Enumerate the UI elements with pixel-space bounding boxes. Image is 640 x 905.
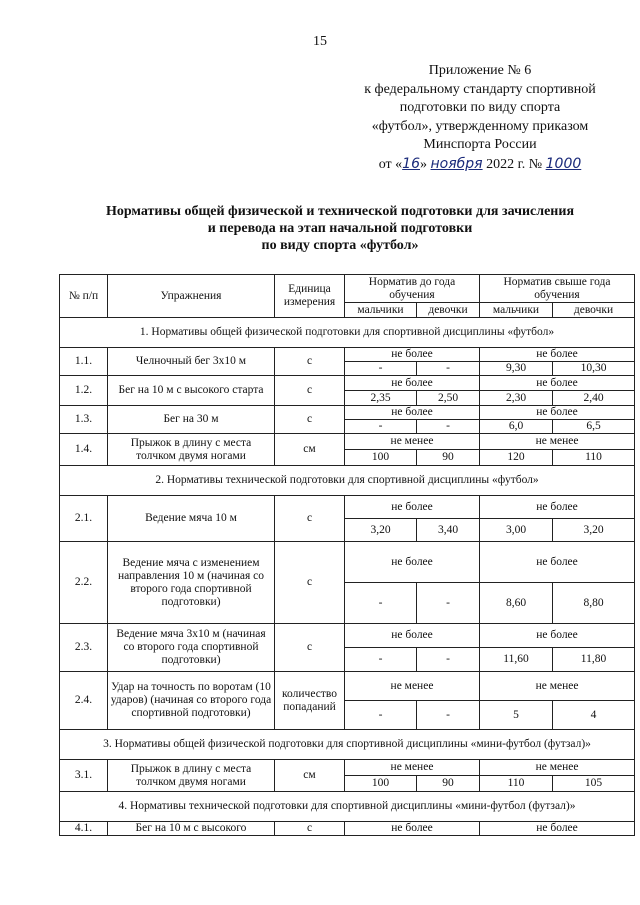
condition-over: не более <box>480 496 635 519</box>
unit: см <box>275 760 345 792</box>
section-row <box>60 466 635 496</box>
table-row <box>60 496 635 519</box>
section-title: 4. Нормативы технической подготовки для спортивной дисциплины «мини-футбол (футзал)» <box>60 792 635 822</box>
exercise-name: Ведение мяча 3х10 м (начиная со второго года спортивной подготовки) <box>108 624 275 672</box>
title-line: и перевода на этап начальной подготовки <box>207 221 473 236</box>
exercise-name: Прыжок в длину с места толчком двумя ногами <box>108 760 275 792</box>
table-row <box>60 348 635 362</box>
condition-over: не менее <box>480 672 635 701</box>
condition-over: не более <box>480 542 635 583</box>
header-girls: девочки <box>553 303 635 318</box>
exercise-name: Бег на 30 м <box>108 406 275 434</box>
condition-over: не менее <box>480 760 635 776</box>
condition-until: не более <box>345 496 480 519</box>
norm-value: - <box>417 583 480 624</box>
row-number: 1.1. <box>60 348 108 376</box>
header-girls: девочки <box>417 303 480 318</box>
norm-value: - <box>345 583 417 624</box>
exercise-name: Удар на точность по воротам (10 ударов) (начиная со второго года спортивной подготовки) <box>108 672 275 730</box>
appendix-date <box>330 155 630 175</box>
norm-value: - <box>345 420 417 434</box>
norm-value: 2,30 <box>480 391 553 406</box>
appendix-block <box>330 62 630 174</box>
condition-over: не более <box>480 348 635 362</box>
title-line: Нормативы общей физической и технической подготовки для зачисления <box>105 204 575 219</box>
header-num: № п/п <box>60 275 108 318</box>
row-number: 2.2. <box>60 542 108 624</box>
table-row <box>60 672 635 701</box>
unit: с <box>275 624 345 672</box>
exercise-name: Челночный бег 3х10 м <box>108 348 275 376</box>
unit: с <box>275 406 345 434</box>
exercise-name: Ведение мяча 10 м <box>108 496 275 542</box>
title-line: по виду спорта «футбол» <box>261 238 419 253</box>
condition-until: не менее <box>345 434 480 450</box>
table-row <box>60 542 635 583</box>
condition-until: не более <box>345 542 480 583</box>
unit: с <box>275 376 345 406</box>
section-title: 1. Нормативы общей физической подготовки для спортивной дисциплины «футбол» <box>60 318 635 348</box>
norm-value: - <box>345 701 417 730</box>
date-prefix: от « <box>378 156 403 172</box>
condition-until: не более <box>345 348 480 362</box>
norm-value: 100 <box>345 776 417 792</box>
norm-value: 110 <box>553 450 635 466</box>
norm-value: 8,60 <box>480 583 553 624</box>
condition-over: не более <box>480 376 635 391</box>
row-number: 2.4. <box>60 672 108 730</box>
row-number: 1.2. <box>60 376 108 406</box>
exercise-name: Ведение мяча с изменением направления 10 м (начиная со второго года спортивной подготовки) <box>108 542 275 624</box>
norm-value: 6,5 <box>553 420 635 434</box>
section-title: 2. Нормативы технической подготовки для спортивной дисциплины «футбол» <box>60 466 635 496</box>
condition-until: не более <box>345 822 480 836</box>
norms-table <box>59 274 635 836</box>
unit: см <box>275 434 345 466</box>
norm-value: 2,50 <box>417 391 480 406</box>
norm-value: 11,60 <box>480 648 553 672</box>
condition-until: не более <box>345 624 480 648</box>
norm-value: - <box>345 362 417 376</box>
section-row <box>60 792 635 822</box>
condition-until: не менее <box>345 672 480 701</box>
norm-value: 2,40 <box>553 391 635 406</box>
appendix-line: к федеральному стандарту спортивной <box>364 81 596 97</box>
appendix-line: «футбол», утвержденному приказом <box>371 118 589 134</box>
norm-value: 110 <box>480 776 553 792</box>
appendix-title: Приложение № 6 <box>428 63 532 78</box>
row-number: 2.1. <box>60 496 108 542</box>
table-row <box>60 760 635 776</box>
appendix-line: Минспорта России <box>423 137 537 152</box>
norm-value: 3,00 <box>480 519 553 542</box>
norm-value: 120 <box>480 450 553 466</box>
header-exercise: Упражнения <box>108 275 275 318</box>
norm-value: 3,20 <box>553 519 635 542</box>
condition-over: не более <box>480 406 635 420</box>
norm-value: 6,0 <box>480 420 553 434</box>
unit: с <box>275 542 345 624</box>
header-norm-until: Норматив до года обучения <box>345 275 480 303</box>
norm-value: - <box>345 648 417 672</box>
date-month-handwritten: ноября <box>430 155 483 172</box>
condition-until: не более <box>345 406 480 420</box>
row-number: 4.1. <box>60 822 108 836</box>
header-boys: мальчики <box>345 303 417 318</box>
date-mid: » <box>420 156 427 172</box>
norm-value: 9,30 <box>480 362 553 376</box>
document-title <box>60 203 620 254</box>
date-day-handwritten: 16 <box>402 155 420 172</box>
norm-value: 100 <box>345 450 417 466</box>
norm-value: 90 <box>417 776 480 792</box>
condition-until: не более <box>345 376 480 391</box>
date-year: 2022 г. № <box>486 156 543 172</box>
norm-value: 5 <box>480 701 553 730</box>
row-number: 2.3. <box>60 624 108 672</box>
unit: количество попаданий <box>275 672 345 730</box>
norm-value: 105 <box>553 776 635 792</box>
table-row <box>60 406 635 420</box>
norm-value: 10,30 <box>553 362 635 376</box>
norms-table-body <box>60 275 635 836</box>
header-boys: мальчики <box>480 303 553 318</box>
norm-value: - <box>417 420 480 434</box>
table-row <box>60 624 635 648</box>
condition-over: не менее <box>480 434 635 450</box>
row-number: 3.1. <box>60 760 108 792</box>
norm-value: 4 <box>553 701 635 730</box>
norm-value: 90 <box>417 450 480 466</box>
section-title: 3. Нормативы общей физической подготовки для спортивной дисциплины «мини-футбол (футзал)» <box>60 730 635 760</box>
norm-value: 11,80 <box>553 648 635 672</box>
row-number: 1.3. <box>60 406 108 434</box>
unit: с <box>275 348 345 376</box>
section-row <box>60 318 635 348</box>
order-number-handwritten: 1000 <box>545 155 582 172</box>
norm-value: 2,35 <box>345 391 417 406</box>
condition-until: не менее <box>345 760 480 776</box>
table-row <box>60 434 635 450</box>
condition-over: не более <box>480 624 635 648</box>
header-unit: Единица измерения <box>275 275 345 318</box>
condition-over: не более <box>480 822 635 836</box>
page-number: 15 <box>313 34 327 49</box>
header-norm-over: Норматив свыше года обучения <box>480 275 635 303</box>
unit: с <box>275 496 345 542</box>
table-row <box>60 376 635 391</box>
norm-value: 3,20 <box>345 519 417 542</box>
norm-value: - <box>417 701 480 730</box>
exercise-name: Прыжок в длину с места толчком двумя ногами <box>108 434 275 466</box>
exercise-name: Бег на 10 м с высокого <box>108 822 275 836</box>
norm-value: - <box>417 362 480 376</box>
norm-value: 8,80 <box>553 583 635 624</box>
norm-value: - <box>417 648 480 672</box>
section-row <box>60 730 635 760</box>
exercise-name: Бег на 10 м с высокого старта <box>108 376 275 406</box>
unit: с <box>275 822 345 836</box>
row-number: 1.4. <box>60 434 108 466</box>
appendix-line: подготовки по виду спорта <box>399 100 561 115</box>
norm-value: 3,40 <box>417 519 480 542</box>
table-row <box>60 822 635 836</box>
